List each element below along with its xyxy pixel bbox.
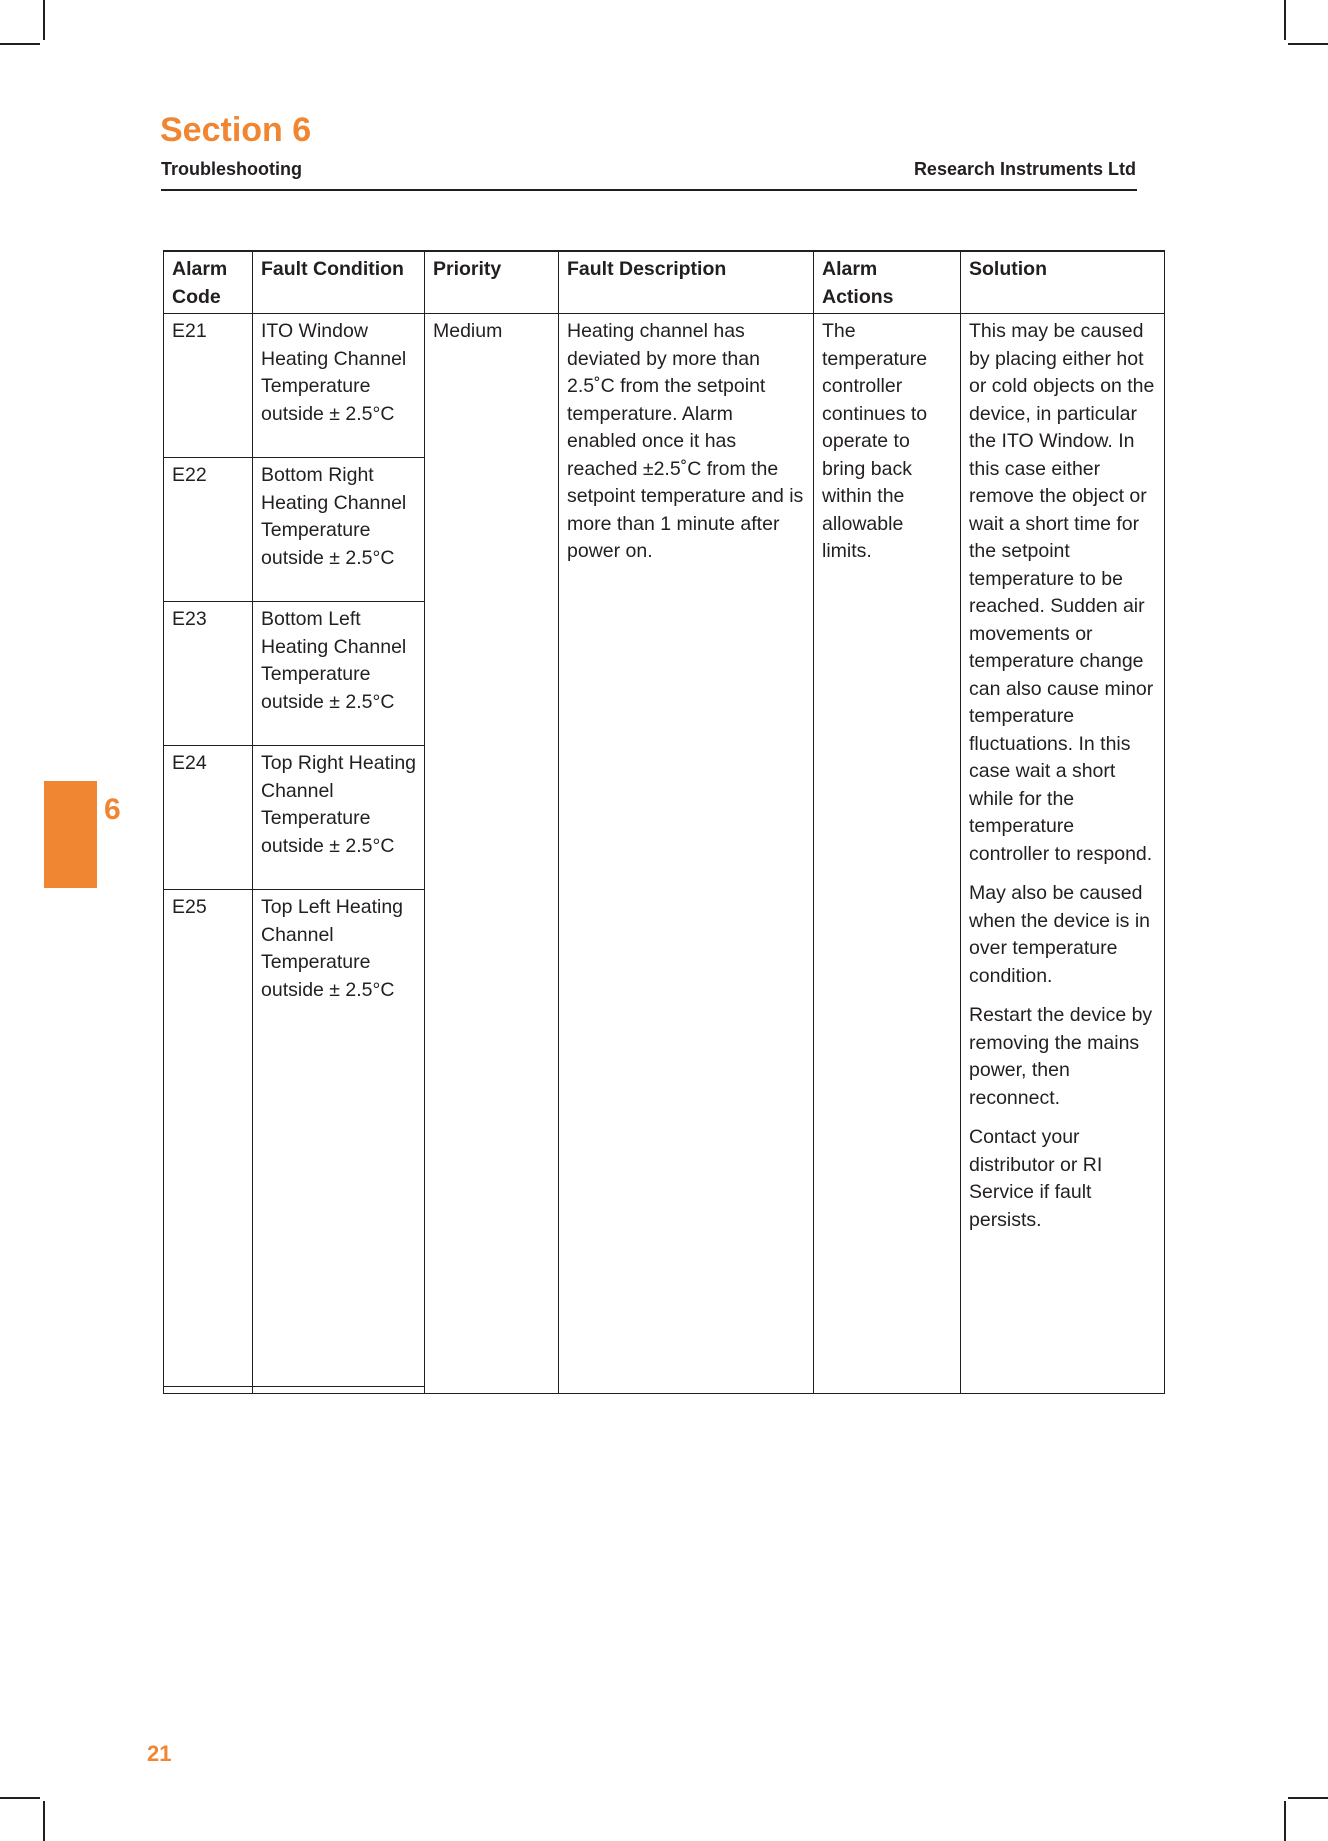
column-header: Alarm Actions <box>814 251 961 314</box>
fault-condition-cell: Bottom Right Heating Channel Temperature outside ± 2.5°C <box>253 458 425 602</box>
solution-paragraph: May also be caused when the device is in over temperature condition. <box>969 882 1151 987</box>
table-row <box>164 314 1165 458</box>
column-header: Priority <box>425 251 559 314</box>
fault-condition-cell: Top Left Heating Channel Temperature outside ± 2.5°C <box>253 890 425 1387</box>
solution-paragraph: Restart the device by removing the mains power, then reconnect. <box>969 1004 1153 1109</box>
section-side-tab <box>44 781 97 888</box>
side-tab-number: 6 <box>104 793 121 826</box>
alarm-code-cell: E23 <box>164 602 253 746</box>
solution-paragraph: Contact your distributor or RI Service if fault persists. <box>969 1126 1103 1231</box>
alarm-code-cell: E22 <box>164 458 253 602</box>
fault-condition-cell: Top Right Heating Channel Temperature outside ± 2.5°C <box>253 746 425 890</box>
fault-condition-cell: ITO Window Heating Channel Temperature outside ± 2.5°C <box>253 314 425 458</box>
crop-mark <box>0 43 40 45</box>
fault-condition-cell: Bottom Left Heating Channel Temperature outside ± 2.5°C <box>253 602 425 746</box>
alarm-table <box>163 250 1165 1394</box>
section-title: Section 6 <box>160 111 312 149</box>
alarm-code-cell: E24 <box>164 746 253 890</box>
page-number: 21 <box>147 1741 172 1766</box>
crop-mark <box>1284 1801 1286 1841</box>
crop-mark <box>1288 43 1328 45</box>
alarm-code-cell: E25 <box>164 890 253 1387</box>
column-header: Fault Description <box>559 251 814 314</box>
fault-description-cell: Heating channel has deviated by more than 2.5˚C from the setpoint temperature. Alarm enabled once it has reached ±2.5˚C from the setpoint temperature and is more than 1 minute after power on. <box>559 314 814 1394</box>
filler-cell <box>164 1387 253 1394</box>
crop-mark <box>1288 1797 1328 1799</box>
alarm-actions-cell: The temperature controller continues to operate to bring back within the allowable limits. <box>814 314 961 1394</box>
filler-cell <box>253 1387 425 1394</box>
crop-mark <box>0 1797 40 1799</box>
column-header: Solution <box>961 251 1165 314</box>
section-subtitle: Troubleshooting <box>161 159 302 179</box>
header-divider <box>161 189 1137 191</box>
table-header-row <box>164 251 1165 314</box>
column-header: Alarm Code <box>164 251 253 314</box>
priority-cell: Medium <box>425 314 559 1394</box>
crop-mark <box>1284 0 1286 40</box>
alarm-code-cell: E21 <box>164 314 253 458</box>
solution-cell <box>961 314 1165 1394</box>
company-name: Research Instruments Ltd <box>913 159 1136 179</box>
column-header: Fault Condition <box>253 251 425 314</box>
solution-paragraph: This may be caused by placing either hot or cold objects on the device, in particular the ITO Window. In this case either remove the object or wait a short time for the setpoint temperature to be reached. Sudden air movements or temperature change can also cause minor temperature fluctuations. In this case wait a short while for the temperature controller to respond. <box>969 320 1155 865</box>
crop-mark <box>43 1801 45 1841</box>
crop-mark <box>43 0 45 40</box>
